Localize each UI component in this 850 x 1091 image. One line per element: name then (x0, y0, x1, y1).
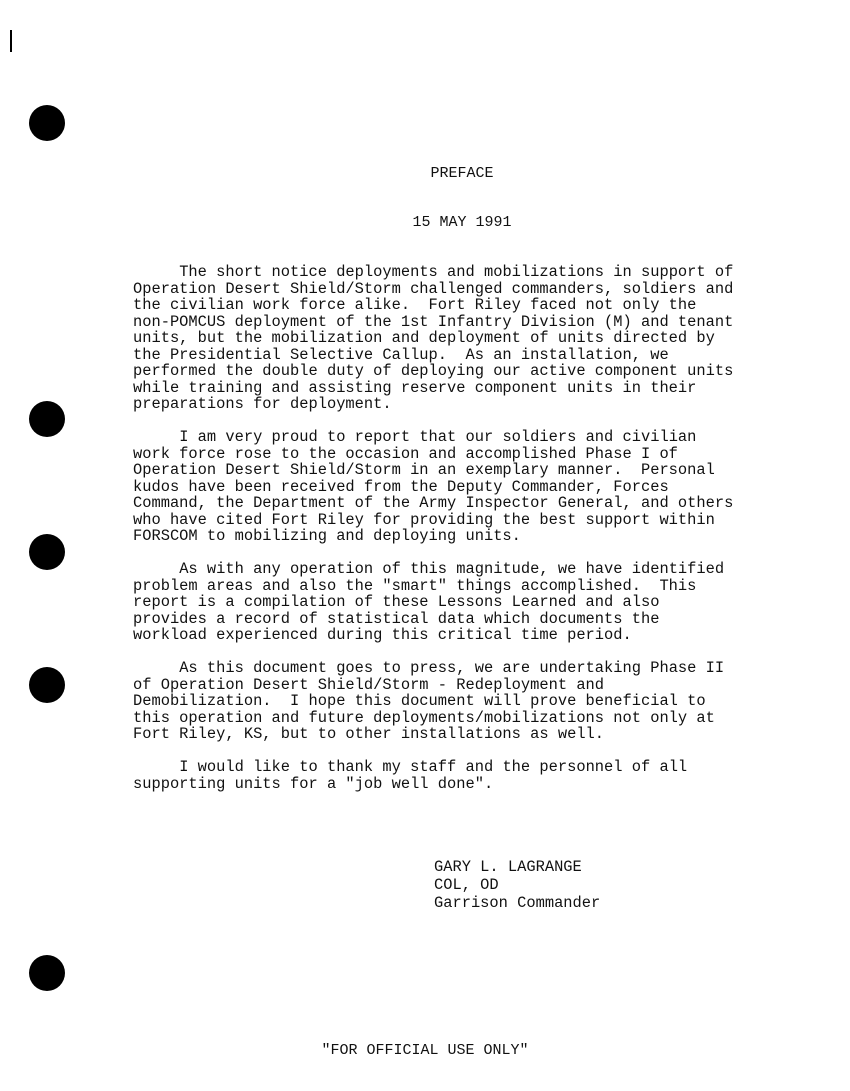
document-date: 15 MAY 1991 (412, 214, 512, 231)
signer-position: Garrison Commander (434, 894, 601, 912)
signer-rank: COL, OD (434, 876, 499, 894)
punch-hole (29, 667, 65, 703)
paragraph: I am very proud to report that our soldiers and civilian work force rose to the occasion and accomplished Phase I of Operation Desert Shield/Storm in an exemplary manner. Personal kudos have been received from the Deputy Commander, Forces Command, the Department of the Army Inspector General, and others who have cited Fort Riley for providing the best support within FORSCOM to mobilizing and deploying units. (133, 428, 734, 545)
signer-name: GARY L. LAGRANGE (434, 858, 582, 876)
punch-hole (29, 955, 65, 991)
punch-hole (29, 105, 65, 141)
scan-edge-mark (10, 30, 12, 52)
signature-block (434, 858, 600, 912)
paragraph: The short notice deployments and mobilizations in support of Operation Desert Shield/Storm challenged commanders, soldiers and the civilian work force alike. Fort Riley faced not only the non-POMCUS deployment of the 1st Infantry Division (M) and tenant units, but the mobilization and deployment of units directed by the Presidential Selective Callup. As an installation, we performed the double duty of deploying our active component units while training and assisting reserve component units in their preparations for deployment. (133, 263, 734, 413)
punch-hole (29, 401, 65, 437)
page-title: PREFACE (430, 165, 494, 182)
paragraph: As with any operation of this magnitude, we have identified problem areas and also the "smart" things accomplished. This report is a compilation of these Lessons Learned and also provides a record of statistical data which documents the workload experienced during this critical time period. (133, 560, 725, 644)
preface-body (133, 264, 813, 809)
classification-footer: "FOR OFFICIAL USE ONLY" (321, 1042, 529, 1059)
paragraph: As this document goes to press, we are undertaking Phase II of Operation Desert Shield/Storm - Redeployment and Demobilization. I hope this document will prove beneficial to this operation and future deployments/mobilizations not only at Fort Riley, KS, but to other installations as well. (133, 659, 725, 743)
punch-hole (29, 534, 65, 570)
paragraph: I would like to thank my staff and the personnel of all supporting units for a "job well done". (133, 758, 688, 793)
